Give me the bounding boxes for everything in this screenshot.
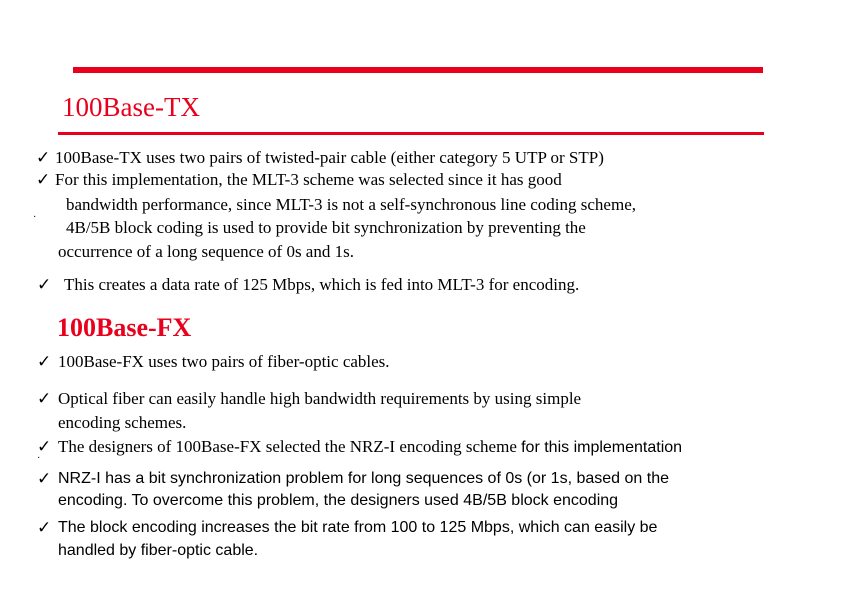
- fx-line-2: Optical fiber can easily handle high bandwidth requirements by using simple: [58, 389, 582, 408]
- tx-line-1: 100Base-TX uses two pairs of twisted-pair cable (either category 5 UTP or STP): [55, 148, 604, 167]
- fx-line-8: handled by fiber-optic cable.: [58, 542, 259, 559]
- tx-line-2: For this implementation, the MLT-3 scheme was selected since it has good: [55, 170, 562, 189]
- top-red-rule: [73, 67, 763, 73]
- fx-line-4-sans: for this implementation: [521, 439, 683, 456]
- fx-line-6: encoding. To overcome this problem, the designers used 4B/5B block encoding: [58, 492, 619, 509]
- fx-line-7: The block encoding increases the bit rate from 100 to 125 Mbps, which can easily be: [58, 519, 658, 536]
- heading-underline-rule: [58, 132, 764, 135]
- checkmark-icon: ✓: [37, 389, 52, 408]
- fx-line-4: [58, 436, 682, 459]
- checkmark-icon: ✓: [36, 148, 51, 167]
- tx-line-5: occurrence of a long sequence of 0s and 1s.: [58, 242, 354, 261]
- fx-line-5: NRZ-I has a bit synchronization problem for long sequences of 0s (or 1s, based on the: [58, 470, 669, 487]
- tx-line-4: 4B/5B block coding is used to provide bit synchronization by preventing the: [66, 218, 586, 237]
- checkmark-icon: ✓: [37, 352, 52, 371]
- bullet-dot: ·: [37, 453, 41, 464]
- checkmark-icon: ✓: [37, 518, 52, 537]
- heading-100base-tx: 100Base-TX: [62, 92, 200, 122]
- heading-100base-fx: 100Base-FX: [57, 313, 192, 342]
- fx-line-1: 100Base-FX uses two pairs of fiber-optic cables.: [58, 352, 390, 371]
- tx-line-3: bandwidth performance, since MLT-3 is not a self-synchronous line coding scheme,: [66, 195, 636, 214]
- checkmark-icon: ✓: [37, 437, 52, 456]
- checkmark-icon: ✓: [37, 469, 52, 488]
- checkmark-icon: ✓: [36, 170, 51, 189]
- fx-line-3: encoding schemes.: [58, 413, 187, 432]
- bullet-dot: ·: [33, 212, 37, 223]
- tx-line-6: This creates a data rate of 125 Mbps, which is fed into MLT-3 for encoding.: [64, 275, 580, 294]
- fx-line-4-serif: The designers of 100Base-FX selected the NRZ-I encoding scheme: [58, 437, 517, 456]
- checkmark-icon: ✓: [37, 275, 52, 294]
